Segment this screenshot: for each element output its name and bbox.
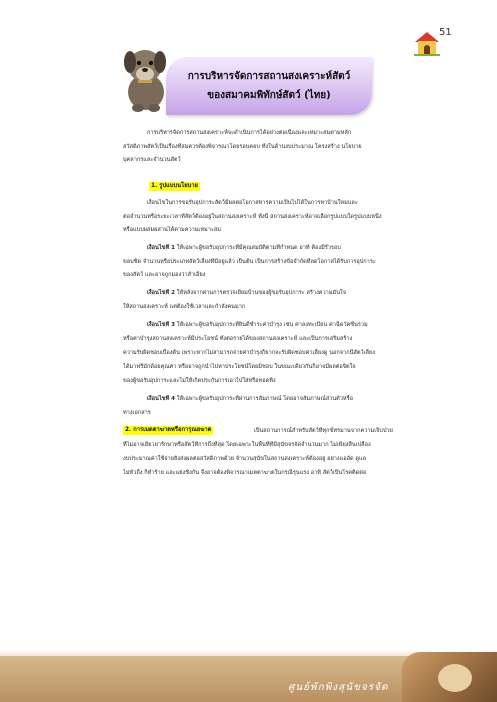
condition-1-text: ให้เฉพาะผู้ขอรับอุปการะที่มีคุณสมบัติตามที่กำหนด อาทิ ต้องมีรั้วรอบ	[176, 245, 341, 251]
condition-4-text: ให้เฉพาะผู้ขอรับอุปการะที่ผ่านการสัมภาษณ์ โดยอาจสัมภาษณ์ส่วนตัวหรือ	[176, 396, 353, 402]
condition-2-line-1	[147, 289, 459, 297]
condition-2-text: ให้หลังจากผ่านการตรวจเยี่ยมบ้านของผู้ขอรับอุปการะ สร้างความมั่นใจ	[176, 290, 347, 296]
section-1-line-1: เงื่อนไขในการขอรับอุปการะสัตว์มีผลต่อโอกาสหารความเป็นไปได้ในการหาบ้านใหม่และ	[147, 200, 358, 206]
intro-line-1: การบริหารจัดการสถานสงเคราะห์จะดำเนินการได้อย่างต่อเนื่องและเหมาะสมตามหลัก	[147, 130, 352, 136]
title-line-1: การบริหารจัดการสถานสงเคราะห์สัตว์	[187, 71, 351, 82]
condition-3-line-4: ได้มาฟรีมักด้อยคุณค่า หรืออาจถูกนำไปหาประโยชน์โดยมิชอบ ในขณะเดียวกันก็อาจมีผลต่อจิตใจ	[123, 364, 356, 370]
condition-3-line-5: ของผู้ขอรับอุปการะและไม่ให้เกิดประกันการเอาไปใส่หรือทอดทิ้ง	[123, 378, 276, 384]
section-2-heading: 2. การเมตตาฆาตหรือการุณยฆาต	[125, 427, 212, 433]
condition-1-line-3: ของสัตว์ และอาจถูกมองว่าลำเอียง	[123, 272, 206, 278]
footer-dog-head-icon	[438, 664, 472, 692]
page-number: 51	[439, 27, 452, 38]
section-1-heading: 1. รูปแบบนโยบาย	[151, 183, 198, 189]
section-1-line-3: หรือแบบผสมผสานได้ตามความเหมาะสม	[123, 227, 221, 233]
condition-4-label: เงื่อนไขที่ 4	[147, 396, 175, 402]
intro-line-2: สวัสดิภาพสัตว์เป็นเรื่องที่สมควรต้องพิจารณาโดยรอบคอบ ทั้งในด้านงบประมาณ โครงสร้าง นโยบาย	[123, 144, 362, 150]
condition-3-line-1	[147, 321, 459, 329]
condition-2-line-2: ให้สถานสงเคราะห์ แต่ต้องใช้เวลาและกำลังคนมาก	[123, 304, 246, 310]
title-line-2: ของสมาคมพิทักษ์สัตว์ (ไทย)	[207, 90, 331, 101]
condition-4-line-1	[147, 395, 459, 403]
condition-1-line-2: ขอบชิด จำนวนหรือประเภทสัตว์เลี้ยงที่มีอยู่แล้ว เป็นต้น เป็นการสร้างข้อจำกัดที่ลดโอกาสได้รับการอุปการะ	[123, 259, 376, 265]
section-2-line-1: เป็นสถานการณ์สำหรับสัตว์ที่ทุกข์ทรมานจากความเจ็บป่วย	[254, 428, 393, 434]
section-1-line-2: ต่อจำนวนหรือระยะเวลาที่สัตว์ต้องอยู่ในสถานสงเคราะห์ ทั้งนี้ สถานสงเคราะห์อาจเลือกรูปแบบใดรูปแบบหนึ่ง	[123, 214, 382, 220]
condition-3-line-3: ความรับผิดชอบเบื้องต้น เพราะหากไม่สามารถจ่ายค่าบำรุงก็ยากจะรับผิดชอบค่าเลี้ยงดู นอกจากนี้สัตว์เลี้ยง	[123, 350, 375, 356]
condition-3-line-2: หรือค่าบำรุงสถานสงเคราะห์มีประโยชน์ ทั้งต่อรายได้ของสถานสงเคราะห์ และเป็นการเสริมสร้าง	[123, 336, 353, 342]
condition-1-line-1	[147, 244, 459, 252]
dog-house-icon	[412, 28, 442, 58]
footer-text: ศูนย์พักพิงสุนัขจรจัด	[288, 682, 389, 693]
condition-1-label: เงื่อนไขที่ 1	[147, 245, 175, 251]
condition-4-line-2: ทางเอกสาร	[123, 410, 151, 416]
condition-3-text: ให้เฉพาะผู้ขอรับอุปการะที่ยินดีชำระค่าบำรุง เช่น ค่าลงทะเบียน ค่าฉีดวัคซีนรวม	[176, 322, 368, 328]
condition-2-label: เงื่อนไขที่ 2	[147, 290, 175, 296]
intro-line-3: บุคลากรและจำนวนสัตว์	[123, 157, 181, 163]
section-title-box	[166, 57, 372, 115]
section-2-line-3: งบประมาณค่าใช้จ่ายยังส่งผลต่อสวัสดิภาพด้วย จำนวนสุนัขในสถานสงเคราะห์ต้องอยู่ อย่างแออัด ดูแล	[123, 456, 367, 462]
section-2-line-4: ไม่ทั่วถึง ก็ทำร้าย และแย่งชิงกัน จึงอาจต้องพิจารณาเมตตาฆาตในกรณีรุนแรง อาทิ สัตว์เป็นโรคติดต่อ	[123, 470, 367, 476]
condition-3-label: เงื่อนไขที่ 3	[147, 322, 175, 328]
section-2-line-2: ที่ไม่อาจเยียวยารักษาหรือสัตว์ที่การถึงที่สุด โดยเฉพาะในพื้นที่ที่มีสุนัขจรจัดจำนวนมาก ไม่เพียงสิ้นเปลือง	[123, 442, 371, 448]
